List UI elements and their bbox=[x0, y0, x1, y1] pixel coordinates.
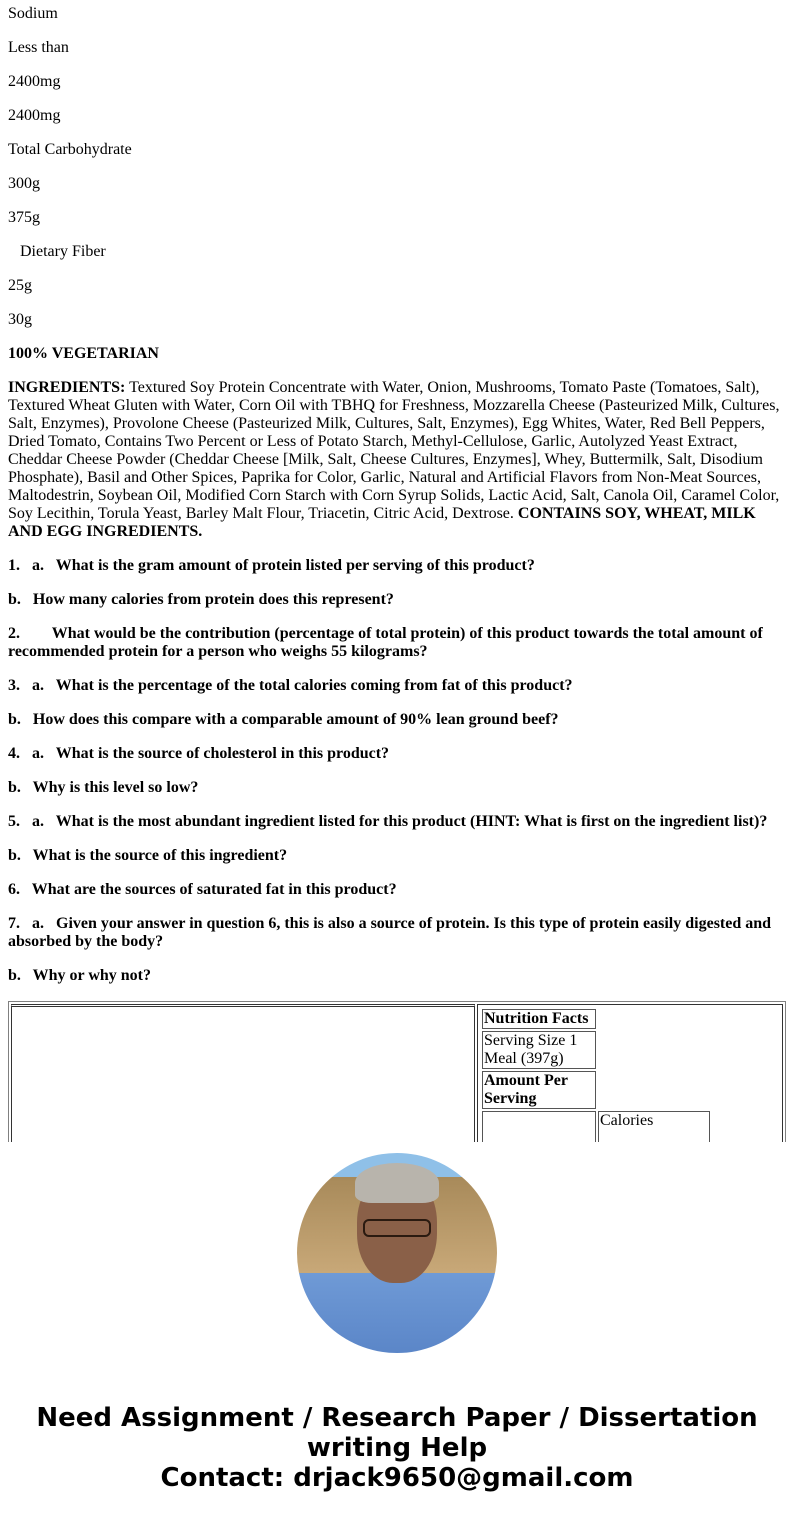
question: b. How many calories from protein does this represent? bbox=[8, 591, 394, 608]
nutrient-value: Less than bbox=[8, 39, 69, 56]
calories-label: Calories bbox=[598, 1111, 710, 1153]
avatar bbox=[297, 1153, 497, 1353]
nutrient-value: 2400mg bbox=[8, 73, 61, 90]
question: b. How does this compare with a comparable amount of 90% lean ground beef? bbox=[8, 711, 559, 728]
question: b. Why or why not? bbox=[8, 967, 151, 984]
nutrient-label: Sodium bbox=[8, 5, 58, 22]
promo-contact: Contact: drjack9650@gmail.com bbox=[160, 1463, 634, 1493]
nutrient-value: 375g bbox=[8, 209, 40, 226]
nutrition-facts-table bbox=[480, 1007, 712, 1155]
ingredients-paragraph bbox=[8, 379, 786, 541]
amount-per-serving: Amount Per Serving bbox=[484, 1072, 568, 1107]
question: 6. What are the sources of saturated fat in this product? bbox=[8, 881, 397, 898]
question: 1. a. What is the gram amount of protein listed per serving of this product? bbox=[8, 557, 535, 574]
question: 5. a. What is the most abundant ingredient listed for this product (HINT: What is first on the ingredient list)? bbox=[8, 813, 768, 830]
ingredients-label: INGREDIENTS: bbox=[8, 379, 126, 396]
allergen-statement: CONTAINS SOY, WHEAT, MILK AND EGG INGREDIENTS. bbox=[8, 505, 756, 540]
nutrition-facts-title: Nutrition Facts bbox=[484, 1010, 589, 1027]
nutrient-value: 2400mg bbox=[8, 107, 61, 124]
promo-headline: Need Assignment / Research Paper / Dissertation writing Help bbox=[36, 1403, 758, 1463]
nutrient-label: Total Carbohydrate bbox=[8, 141, 132, 158]
nutrient-value: 300g bbox=[8, 175, 40, 192]
question: b. Why is this level so low? bbox=[8, 779, 199, 796]
question: 3. a. What is the percentage of the total calories coming from fat of this product? bbox=[8, 677, 573, 694]
question: 7. a. Given your answer in question 6, this is also a source of protein. Is this type of protein easily digested and absorbed by the body? bbox=[8, 915, 776, 950]
question: 4. a. What is the source of cholesterol in this product? bbox=[8, 745, 390, 762]
nutrient-label: Dietary Fiber bbox=[20, 243, 106, 260]
serving-size: Serving Size 1 Meal (397g) bbox=[482, 1031, 596, 1069]
question: 2. What would be the contribution (percentage of total protein) of this product towards the total amount of recommended protein for a person who weighs 55 kilograms? bbox=[8, 625, 767, 660]
vegetarian-label: 100% VEGETARIAN bbox=[8, 345, 159, 362]
nutrient-value: 30g bbox=[8, 311, 32, 328]
ingredients-text: Textured Soy Protein Concentrate with Water, Onion, Mushrooms, Tomato Paste (Tomatoes, Salt), Textured Wheat Gluten with Water, Corn Oil with TBHQ for Freshness, Mozzarella Cheese (Pasteurized Milk, Cultures, Salt, Enzymes), Provolone Cheese (Pasteurized Milk, Cultures, Salt, Enzymes), Egg Whites, Water, Red Bell Peppers, Dried Tomato, Contains Two Percent or Less of Potato Starch, Methyl-Cellulose, Garlic, Autolyzed Yeast Extract, Cheddar Cheese Powder (Cheddar Cheese [Milk, Salt, Cheese Cultures, Enzymes], Whey, Buttermilk, Salt, Disodium Phosphate), Basil and Other Spices, Paprika for Color, Garlic, Natural and Artificial Flavors from Non-Meat Sources, Maltodestrin, Soybean Oil, Modified Corn Starch with Corn Syrup Solids, Lactic Acid, Salt, Canola Oil, Caramel Color, Soy Lecithin, Torula Yeast, Barley Malt Flour, Triacetin, Citric Acid, Dextrose. bbox=[8, 379, 780, 522]
promo-overlay bbox=[0, 1142, 794, 1523]
nutrient-value: 25g bbox=[8, 277, 32, 294]
promo-text bbox=[0, 1403, 794, 1493]
question: b. What is the source of this ingredient? bbox=[8, 847, 288, 864]
hair-image bbox=[355, 1163, 439, 1203]
glasses-image bbox=[363, 1219, 431, 1237]
